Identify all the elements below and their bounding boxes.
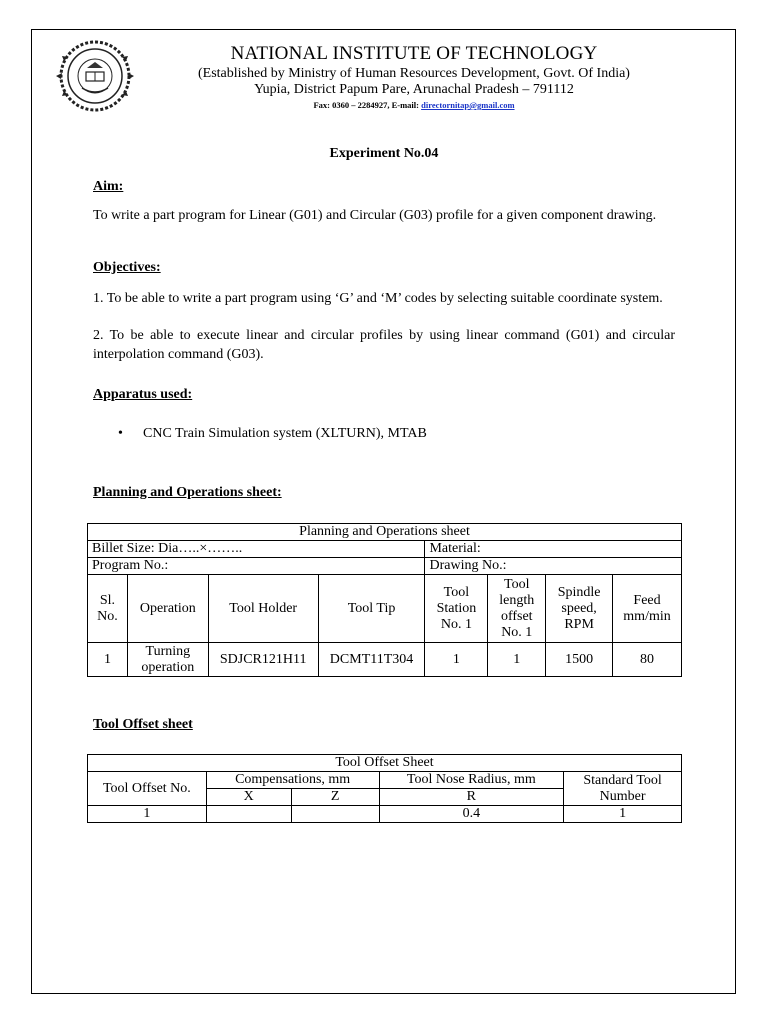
header-tool-station: Tool Station No. 1: [425, 575, 488, 643]
offset-row-r: 0.4: [379, 806, 564, 823]
row-spindle-speed: 1500: [546, 643, 613, 677]
header-tool-tip: Tool Tip: [318, 575, 425, 643]
header-sl-no: Sl. No.: [88, 575, 128, 643]
institute-name: NATIONAL INSTITUTE OF TECHNOLOGY: [230, 43, 598, 64]
program-no-cell: Program No.:: [88, 558, 425, 575]
experiment-title: Experiment No.04: [329, 146, 439, 161]
drawing-no-cell: Drawing No.:: [425, 558, 682, 575]
apparatus-heading: Apparatus used:: [93, 387, 193, 402]
header-tool-nose-radius: Tool Nose Radius, mm: [379, 772, 564, 789]
objective-item-2: 2. To be able to execute linear and circular profiles by using linear command (G01) and circular interpolation command (G03).: [93, 328, 675, 362]
row-feed: 80: [613, 643, 682, 677]
address-line: Yupia, District Papum Pare, Arunachal Pradesh – 791112: [254, 82, 574, 97]
row-operation: Turning operation: [127, 643, 208, 677]
header-tool-offset-no: Tool Offset No.: [88, 772, 207, 806]
material-cell: Material:: [425, 541, 682, 558]
header-r: R: [379, 789, 564, 806]
bullet-icon: •: [118, 426, 123, 441]
header-x: X: [206, 789, 291, 806]
header-spindle-speed: Spindle speed, RPM: [546, 575, 613, 643]
objective-item-1: 1. To be able to write a part program using ‘G’ and ‘M’ codes by selecting suitable coordinate system.: [93, 291, 663, 306]
row-tool-station: 1: [425, 643, 488, 677]
header-operation: Operation: [127, 575, 208, 643]
offset-row-z: [291, 806, 379, 823]
header-z: Z: [291, 789, 379, 806]
header-feed: Feed mm/min: [613, 575, 682, 643]
email-link[interactable]: directornitap@gmail.com: [421, 100, 515, 110]
row-tool-tip: DCMT11T304: [318, 643, 425, 677]
header-standard-tool-number: Standard Tool Number: [564, 772, 682, 806]
tool-offset-table: [87, 754, 682, 823]
header-compensations: Compensations, mm: [206, 772, 379, 789]
contact-prefix: Fax: 0360 – 2284927, E-mail:: [313, 100, 422, 110]
header-tool-holder: Tool Holder: [208, 575, 318, 643]
row-sl-no: 1: [88, 643, 128, 677]
offset-heading: Tool Offset sheet: [93, 717, 193, 732]
offset-row-x: [206, 806, 291, 823]
planning-table: [87, 523, 682, 677]
offset-table-title: Tool Offset Sheet: [88, 755, 682, 772]
apparatus-item: CNC Train Simulation system (XLTURN), MTAB: [143, 426, 427, 441]
planning-heading: Planning and Operations sheet:: [93, 485, 282, 500]
contact-line: [0, 100, 768, 110]
aim-text: To write a part program for Linear (G01) and Circular (G03) profile for a given component drawing.: [93, 208, 657, 223]
billet-size-cell: Billet Size: Dia…..×……..: [88, 541, 425, 558]
offset-row-std: 1: [564, 806, 682, 823]
established-line: (Established by Ministry of Human Resources Development, Govt. Of India): [198, 66, 630, 81]
objectives-heading: Objectives:: [93, 260, 161, 275]
header-tool-length-offset: Tool length offset No. 1: [488, 575, 546, 643]
planning-table-title: Planning and Operations sheet: [88, 524, 682, 541]
offset-row-no: 1: [88, 806, 207, 823]
row-tool-length-offset: 1: [488, 643, 546, 677]
aim-heading: Aim:: [93, 179, 124, 194]
page-border: [31, 29, 736, 994]
row-tool-holder: SDJCR121H11: [208, 643, 318, 677]
